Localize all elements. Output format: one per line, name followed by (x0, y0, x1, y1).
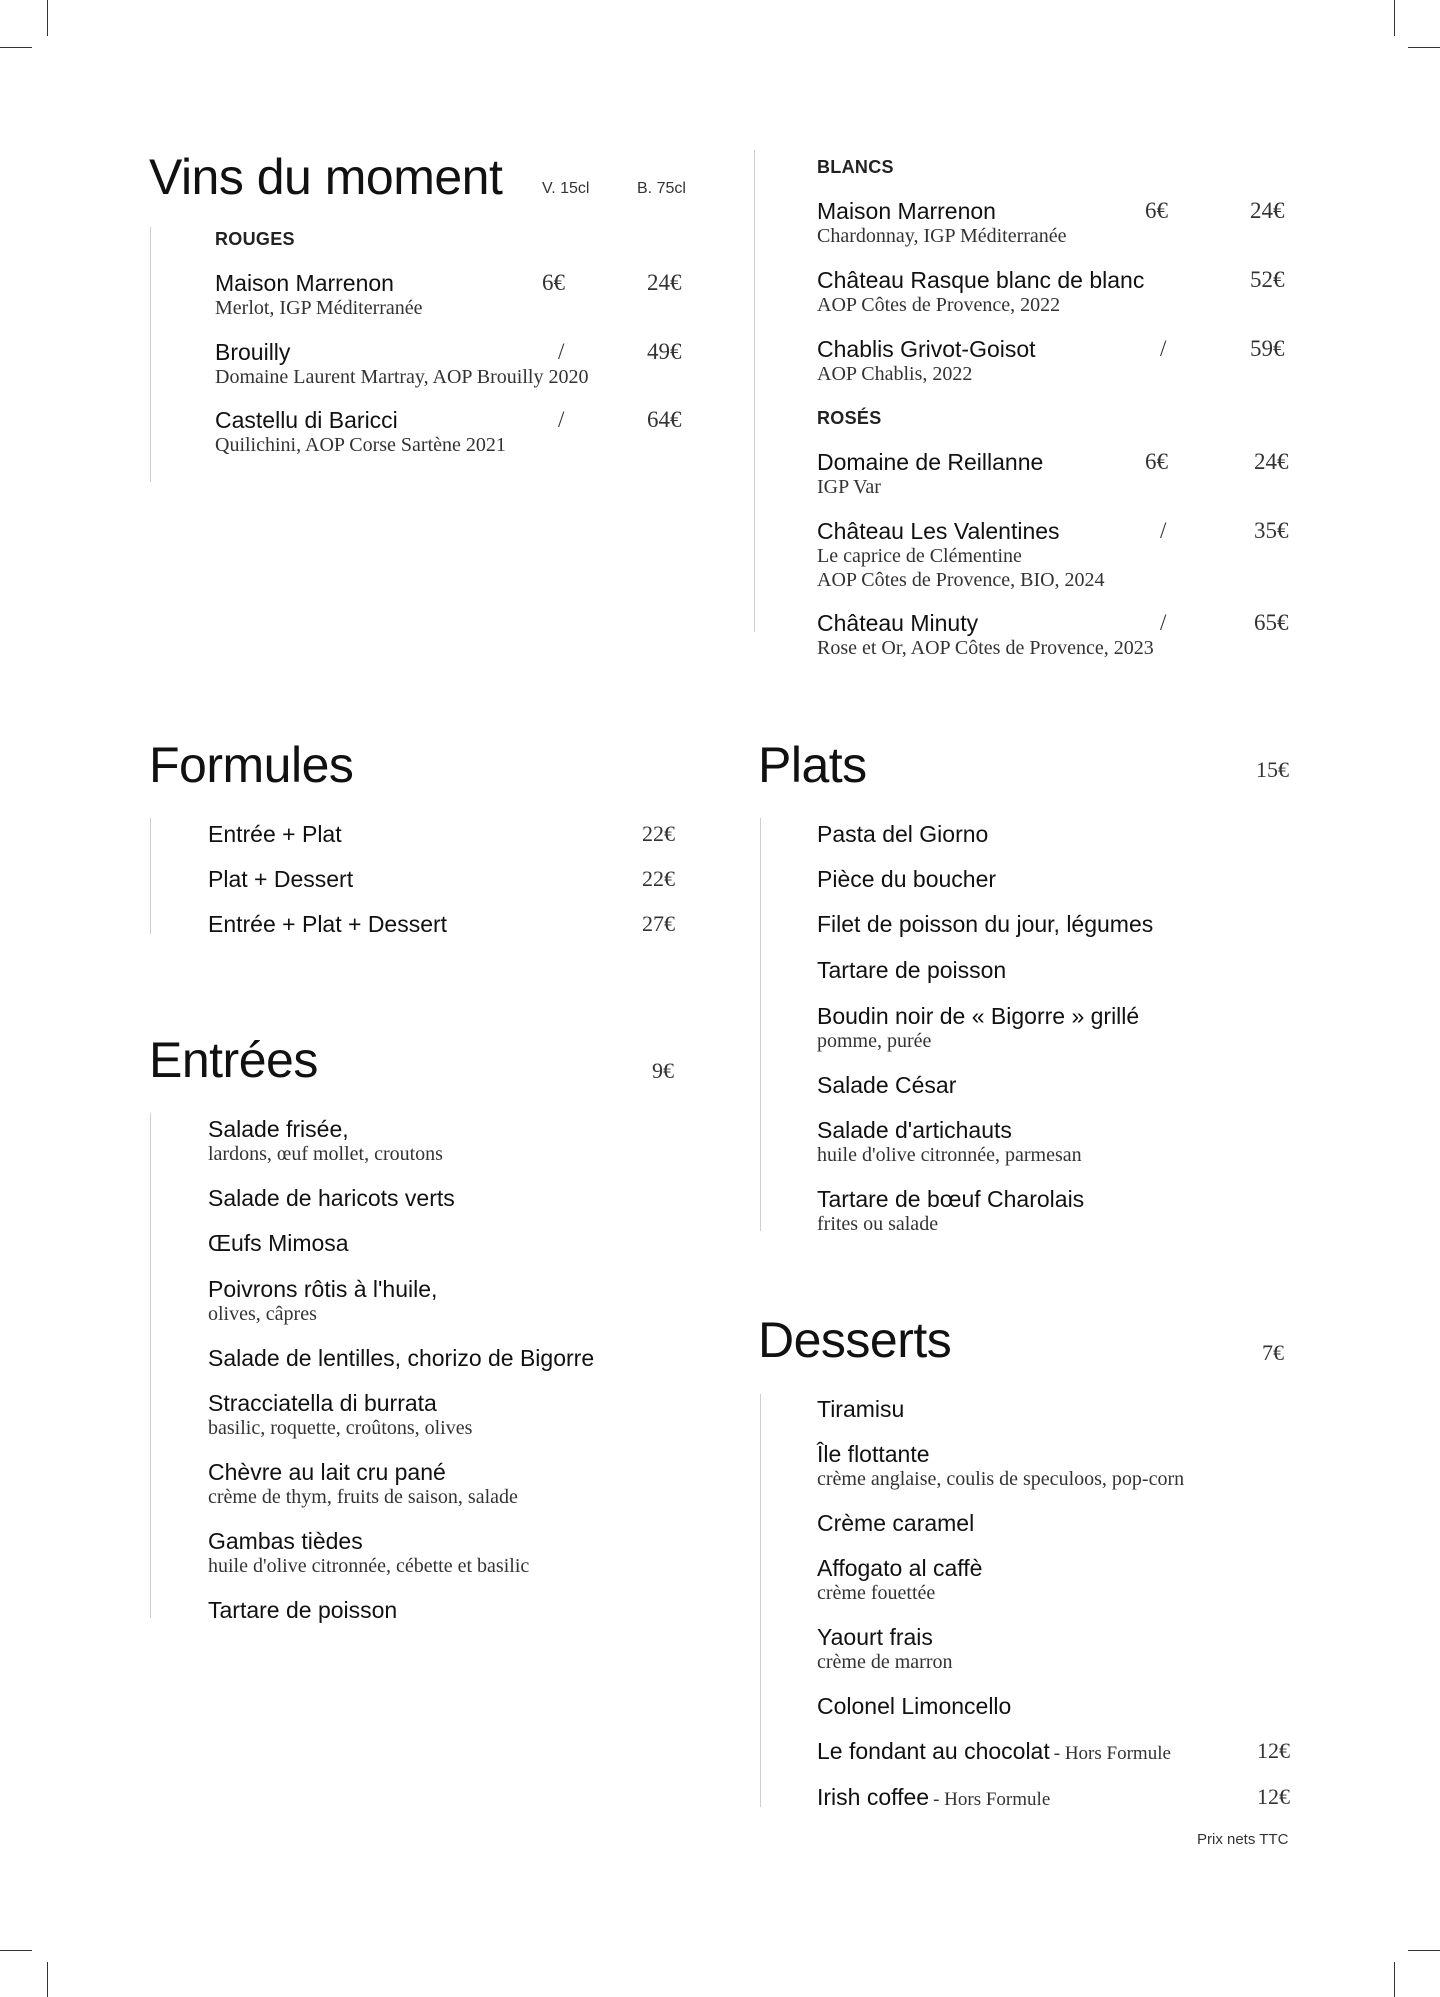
entree-description: olives, câpres (208, 1303, 317, 1325)
wine-glass-price: / (1160, 336, 1167, 361)
entree-name: Salade de haricots verts (208, 1185, 455, 1211)
entrees-divider (150, 1113, 151, 1618)
wine-bottle-price: 64€ (647, 407, 682, 432)
wine-glass-price: / (558, 339, 565, 364)
plat-name: Pièce du boucher (817, 866, 997, 892)
formule-item (208, 866, 682, 892)
plats-divider (760, 818, 761, 1231)
wine-description: Chardonnay, IGP Méditerranée (817, 225, 1067, 247)
dessert-name: Colonel Limoncello (817, 1693, 1012, 1719)
entree-item (208, 1185, 682, 1211)
wines-rouges-divider (150, 227, 151, 482)
plat-item (817, 911, 1292, 937)
plat-item (817, 1003, 1292, 1053)
plats-list (817, 821, 1292, 1241)
wine-glass-price: 6€ (1145, 198, 1168, 223)
crop-mark (1394, 0, 1395, 36)
crop-mark (47, 0, 48, 36)
wine-item (817, 449, 1292, 499)
plat-name: Salade César (817, 1072, 957, 1098)
entree-item (208, 1390, 682, 1440)
wine-bottle-price: 24€ (1250, 198, 1285, 223)
formules-list (208, 821, 682, 941)
wine-item (215, 407, 690, 457)
wine-bottle-price: 49€ (647, 339, 682, 364)
category-roses: ROSÉS (817, 408, 882, 428)
plat-name: Filet de poisson du jour, légumes (817, 911, 1154, 937)
entree-description: huile d'olive citronnée, cébette et basilic (208, 1555, 530, 1577)
wine-glass-price: / (558, 407, 565, 432)
entree-item (208, 1276, 682, 1326)
crop-mark (1408, 47, 1440, 48)
blancs-list (817, 198, 1292, 398)
dessert-name: Irish coffee (817, 1784, 930, 1810)
entree-item (208, 1459, 682, 1509)
formule-price: 27€ (642, 911, 675, 936)
bottle-column-label: B. 75cl (637, 180, 686, 197)
wine-name: Domaine de Reillanne (817, 449, 1044, 475)
wine-description: Quilichini, AOP Corse Sartène 2021 (215, 434, 506, 456)
wine-description: Le caprice de Clémentine (817, 545, 1022, 567)
wine-item (817, 610, 1292, 660)
plat-description: frites ou salade (817, 1213, 939, 1235)
plat-name: Tartare de bœuf Charolais (817, 1186, 1085, 1212)
crop-mark (0, 1950, 32, 1951)
formules-divider (150, 818, 151, 934)
dessert-description: crème de marron (817, 1651, 953, 1673)
plats-price: 15€ (1256, 757, 1289, 782)
dessert-name: Yaourt frais (817, 1624, 933, 1650)
wine-description: AOP Côtes de Provence, 2022 (817, 294, 1061, 316)
wine-bottle-price: 24€ (647, 270, 682, 295)
wine-name: Maison Marrenon (817, 198, 996, 224)
wine-name: Castellu di Baricci (215, 407, 398, 433)
wine-glass-price: 6€ (1145, 449, 1168, 474)
crop-mark (1408, 1950, 1440, 1951)
dessert-item (817, 1693, 1292, 1719)
wine-name: Maison Marrenon (215, 270, 394, 296)
dessert-note: - Hors Formule (933, 1789, 1051, 1810)
crop-mark (47, 1962, 48, 1997)
desserts-price: 7€ (1262, 1340, 1284, 1365)
plat-item (817, 957, 1292, 983)
entree-description: crème de thym, fruits de saison, salade (208, 1486, 518, 1508)
dessert-item (817, 1555, 1292, 1605)
wine-item (817, 518, 1292, 592)
dessert-item (817, 1441, 1292, 1491)
formule-item (208, 821, 682, 847)
dessert-price: 12€ (1257, 1738, 1290, 1763)
roses-list (817, 449, 1292, 669)
plat-name: Pasta del Giorno (817, 821, 989, 847)
wine-description: Merlot, IGP Méditerranée (215, 297, 423, 319)
entree-description: basilic, roquette, croûtons, olives (208, 1417, 473, 1439)
wine-item (215, 339, 690, 389)
formule-item (208, 911, 682, 937)
formules-title: Formules (149, 737, 354, 793)
dessert-name: Île flottante (817, 1441, 930, 1467)
wine-glass-price: / (1160, 610, 1167, 635)
category-blancs: BLANCS (817, 157, 894, 177)
plats-title: Plats (758, 737, 867, 793)
plat-name: Salade d'artichauts (817, 1117, 1012, 1143)
dessert-item (817, 1738, 1292, 1767)
entree-name: Gambas tièdes (208, 1528, 363, 1554)
entree-name: Salade de lentilles, chorizo de Bigorre (208, 1345, 595, 1371)
crop-mark (0, 47, 32, 48)
dessert-name: Tiramisu (817, 1396, 905, 1422)
wines-right-divider (754, 150, 755, 632)
dessert-name: Affogato al caffè (817, 1555, 983, 1581)
entrees-list (208, 1116, 682, 1636)
entree-item (208, 1345, 682, 1371)
plat-name: Tartare de poisson (817, 957, 1007, 983)
dessert-note: - Hors Formule (1053, 1743, 1171, 1764)
wine-item (817, 267, 1292, 317)
plat-description: pomme, purée (817, 1030, 932, 1052)
entree-name: Chèvre au lait cru pané (208, 1459, 446, 1485)
dessert-name: Crème caramel (817, 1510, 975, 1536)
entree-item (208, 1597, 682, 1623)
wine-bottle-price: 35€ (1254, 518, 1289, 543)
plat-description: huile d'olive citronnée, parmesan (817, 1144, 1082, 1166)
entree-item (208, 1528, 682, 1578)
rouges-list (215, 270, 690, 470)
category-rouges: ROUGES (215, 229, 295, 249)
dessert-name: Le fondant au chocolat (817, 1738, 1050, 1764)
wine-description: Domaine Laurent Martray, AOP Brouilly 2020 (215, 366, 589, 388)
dessert-item (817, 1396, 1292, 1422)
entrees-title: Entrées (149, 1032, 318, 1088)
wine-name: Brouilly (215, 339, 291, 365)
desserts-title: Desserts (758, 1312, 952, 1368)
desserts-list (817, 1396, 1292, 1816)
dessert-price: 12€ (1257, 1784, 1290, 1809)
dessert-description: crème anglaise, coulis de speculoos, pop-corn (817, 1468, 1185, 1490)
formule-name: Entrée + Plat + Dessert (208, 911, 448, 937)
wine-description: Rose et Or, AOP Côtes de Provence, 2023 (817, 637, 1154, 659)
wine-item (215, 270, 690, 320)
dessert-item (817, 1624, 1292, 1674)
formule-price: 22€ (642, 866, 675, 891)
entree-name: Tartare de poisson (208, 1597, 398, 1623)
formule-name: Plat + Dessert (208, 866, 354, 892)
wine-bottle-price: 52€ (1250, 267, 1285, 292)
prices-footnote: Prix nets TTC (1197, 1831, 1289, 1848)
plat-item (817, 866, 1292, 892)
plat-item (817, 1072, 1292, 1098)
wine-bottle-price: 24€ (1254, 449, 1289, 474)
entree-name: Poivrons rôtis à l'huile, (208, 1276, 438, 1302)
dessert-item (817, 1510, 1292, 1536)
entree-item (208, 1116, 682, 1166)
entree-description: lardons, œuf mollet, croutons (208, 1143, 443, 1165)
plat-item (817, 1186, 1292, 1236)
plat-item (817, 1117, 1292, 1167)
wine-name: Château Les Valentines (817, 518, 1060, 544)
plat-item (817, 821, 1292, 847)
entree-item (208, 1230, 682, 1256)
formule-name: Entrée + Plat (208, 821, 342, 847)
plat-name: Boudin noir de « Bigorre » grillé (817, 1003, 1140, 1029)
wine-name: Château Rasque blanc de blanc (817, 267, 1145, 293)
wine-bottle-price: 59€ (1250, 336, 1285, 361)
entree-name: Stracciatella di burrata (208, 1390, 437, 1416)
wine-description-line2: AOP Côtes de Provence, BIO, 2024 (817, 569, 1105, 591)
wines-title: Vins du moment (149, 149, 503, 205)
entree-name: Œufs Mimosa (208, 1230, 349, 1256)
glass-column-label: V. 15cl (542, 180, 590, 197)
wine-item (817, 336, 1292, 386)
wine-glass-price: / (1160, 518, 1167, 543)
wine-glass-price: 6€ (542, 270, 565, 295)
wine-bottle-price: 65€ (1254, 610, 1289, 635)
wine-description: IGP Var (817, 476, 881, 498)
entrees-price: 9€ (652, 1058, 674, 1083)
desserts-divider (760, 1394, 761, 1807)
dessert-description: crème fouettée (817, 1582, 936, 1604)
entree-name: Salade frisée, (208, 1116, 349, 1142)
wine-name: Château Minuty (817, 610, 979, 636)
formule-price: 22€ (642, 821, 675, 846)
wine-description: AOP Chablis, 2022 (817, 363, 973, 385)
crop-mark (1394, 1962, 1395, 1997)
wine-name: Chablis Grivot-Goisot (817, 336, 1036, 362)
wine-item (817, 198, 1292, 248)
dessert-item (817, 1784, 1292, 1813)
